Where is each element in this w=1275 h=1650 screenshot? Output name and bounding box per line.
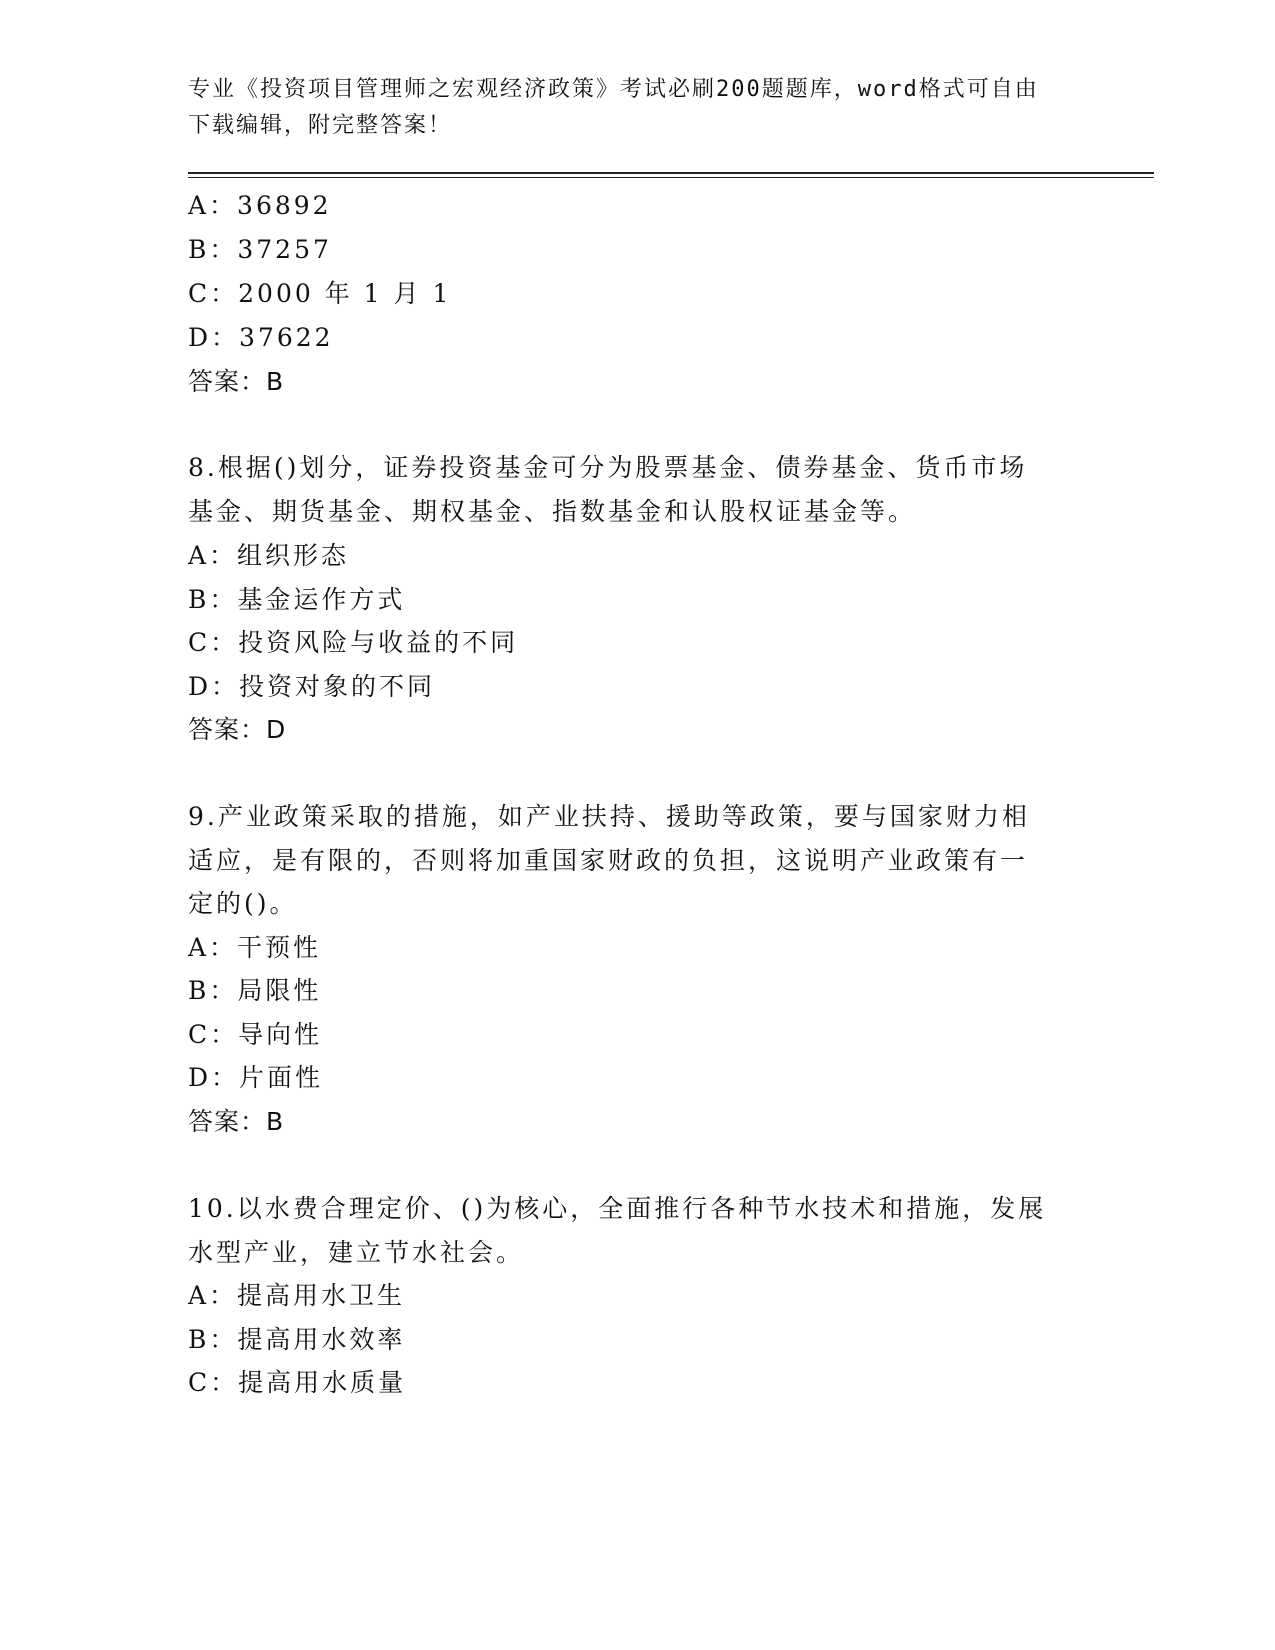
q8-answer: 答案：D xyxy=(188,715,287,744)
q8-option-d: D：投资对象的不同 xyxy=(188,672,436,701)
q9-option-b: B：局限性 xyxy=(188,976,322,1005)
q7-option-a: A：36892 xyxy=(188,191,332,220)
q9-stem-line-2: 适应，是有限的，否则将加重国家财政的负担，这说明产业政策有一 xyxy=(188,846,1029,875)
q9-option-d: D：片面性 xyxy=(188,1063,324,1092)
header-rule-top xyxy=(188,172,1154,174)
q9-stem-line-1: 9.产业政策采取的措施，如产业扶持、援助等政策，要与国家财力相 xyxy=(188,802,1030,831)
q7-option-d: D：37622 xyxy=(188,323,334,352)
q7-option-b: B：37257 xyxy=(188,235,332,264)
q10-option-b: B：提高用水效率 xyxy=(188,1325,406,1354)
q8-option-a: A：组织形态 xyxy=(188,541,350,570)
q8-stem-line-1: 8.根据()划分，证券投资基金可分为股票基金、债券基金、货币市场 xyxy=(188,453,1028,482)
header-rule-bottom xyxy=(188,177,1154,178)
q10-stem-line-2: 水型产业，建立节水社会。 xyxy=(188,1238,525,1267)
q9-stem-line-3: 定的()。 xyxy=(188,889,298,918)
q9-answer: 答案：B xyxy=(188,1107,285,1136)
q7-answer: 答案：B xyxy=(188,367,285,396)
document-header xyxy=(188,72,1088,144)
q8-stem-line-2: 基金、期货基金、期权基金、指数基金和认股权证基金等。 xyxy=(188,497,917,526)
q9-option-a: A：干预性 xyxy=(188,933,322,962)
q8-option-c: C：投资风险与收益的不同 xyxy=(188,628,519,657)
q10-option-c: C：提高用水质量 xyxy=(188,1368,407,1397)
q9-option-c: C：导向性 xyxy=(188,1020,323,1049)
q10-option-a: A：提高用水卫生 xyxy=(188,1281,406,1310)
header-line-2: 下载编辑，附完整答案！ xyxy=(188,113,453,138)
q7-option-c: C：2000 年 1 月 1 xyxy=(188,279,452,308)
header-line-1: 专业《投资项目管理师之宏观经济政策》考试必刷200题题库，word格式可自由 xyxy=(188,77,1039,102)
q8-option-b: B：基金运作方式 xyxy=(188,585,406,614)
q10-stem-line-1: 10.以水费合理定价、()为核心，全面推行各种节水技术和措施，发展 xyxy=(188,1194,1047,1223)
